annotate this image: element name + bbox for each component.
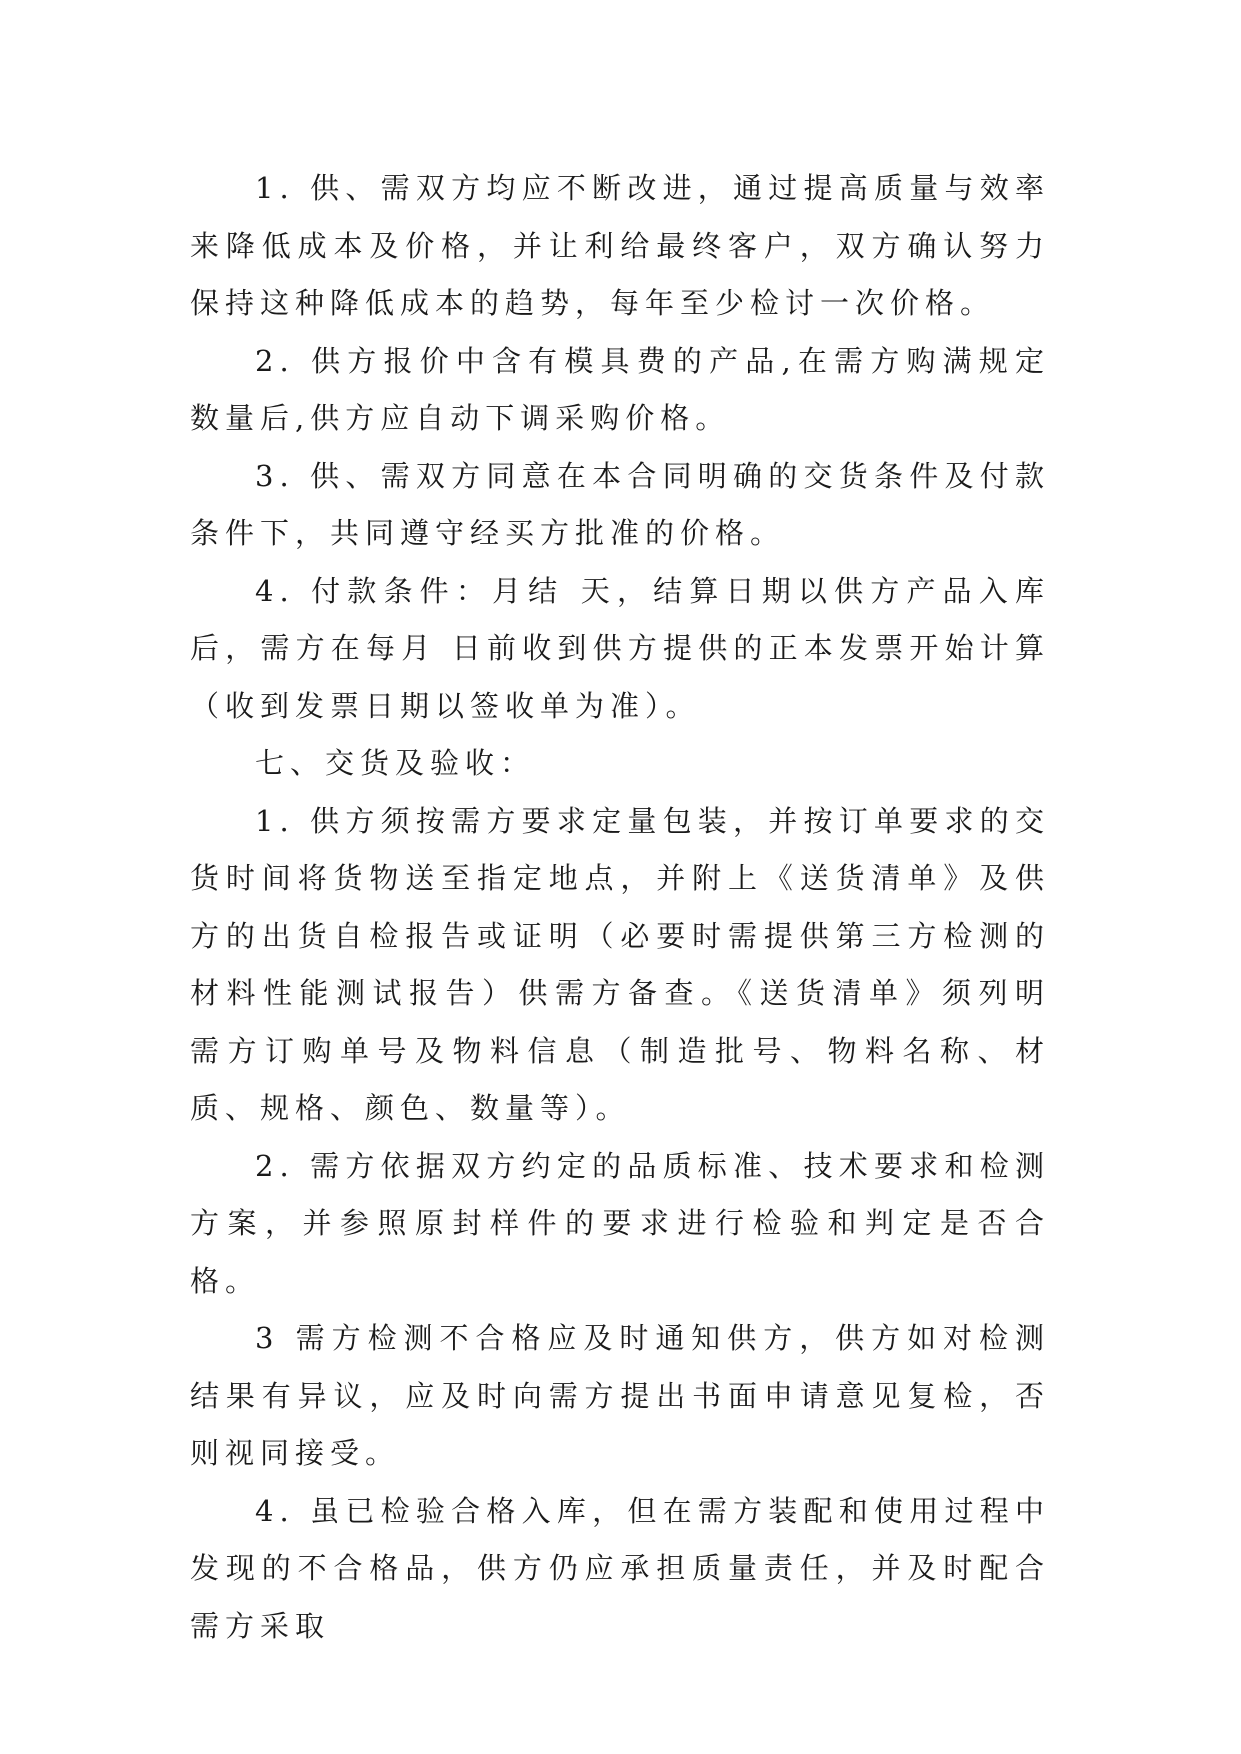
delivery-clause-2: 2. 需方依据双方约定的品质标准、技术要求和检测方案，并参照原封样件的要求进行检验和判定是否合格。: [190, 1148, 1050, 1298]
section-heading-delivery: 七、交货及验收：: [255, 746, 536, 780]
delivery-clause-1: 1. 供方须按需方要求定量包装，并按订单要求的交货时间将货物送至指定地点，并附上《送货清单》及供方的出货自检报告或证明（必要时需提供第三方检测的材料性能测试报告）供需方备查。《送货清单》须列明需方订购单号及物料信息（制造批号、物料名称、材质、规格、颜色、数量等）。: [190, 803, 1050, 1125]
price-clause-1: 1. 供、需双方均应不断改进，通过提高质量与效率来降低成本及价格，并让利给最终客户，双方确认努力保持这种降低成本的趋势，每年至少检讨一次价格。: [190, 171, 1050, 320]
delivery-clause-4: 4. 虽已检验合格入库，但在需方装配和使用过程中发现的不合格品，供方仍应承担质量责任，并及时配合需方采取: [190, 1493, 1050, 1643]
document-body: [190, 160, 1050, 1655]
payment-terms-clause: 4. 付款条件：月结 天，结算日期以供方产品入库后，需方在每月 日前收到供方提供的正本发票开始计算（收到发票日期以签收单为准）。: [190, 573, 1050, 723]
price-clause-2: 2. 供方报价中含有模具费的产品,在需方购满规定数量后,供方应自动下调采购价格。: [190, 343, 1050, 435]
price-clause-3: 3. 供、需双方同意在本合同明确的交货条件及付款条件下，共同遵守经买方批准的价格。: [190, 458, 1050, 550]
delivery-clause-3: 3 需方检测不合格应及时通知供方，供方如对检测结果有异议，应及时向需方提出书面申请意见复检，否则视同接受。: [190, 1321, 1050, 1470]
